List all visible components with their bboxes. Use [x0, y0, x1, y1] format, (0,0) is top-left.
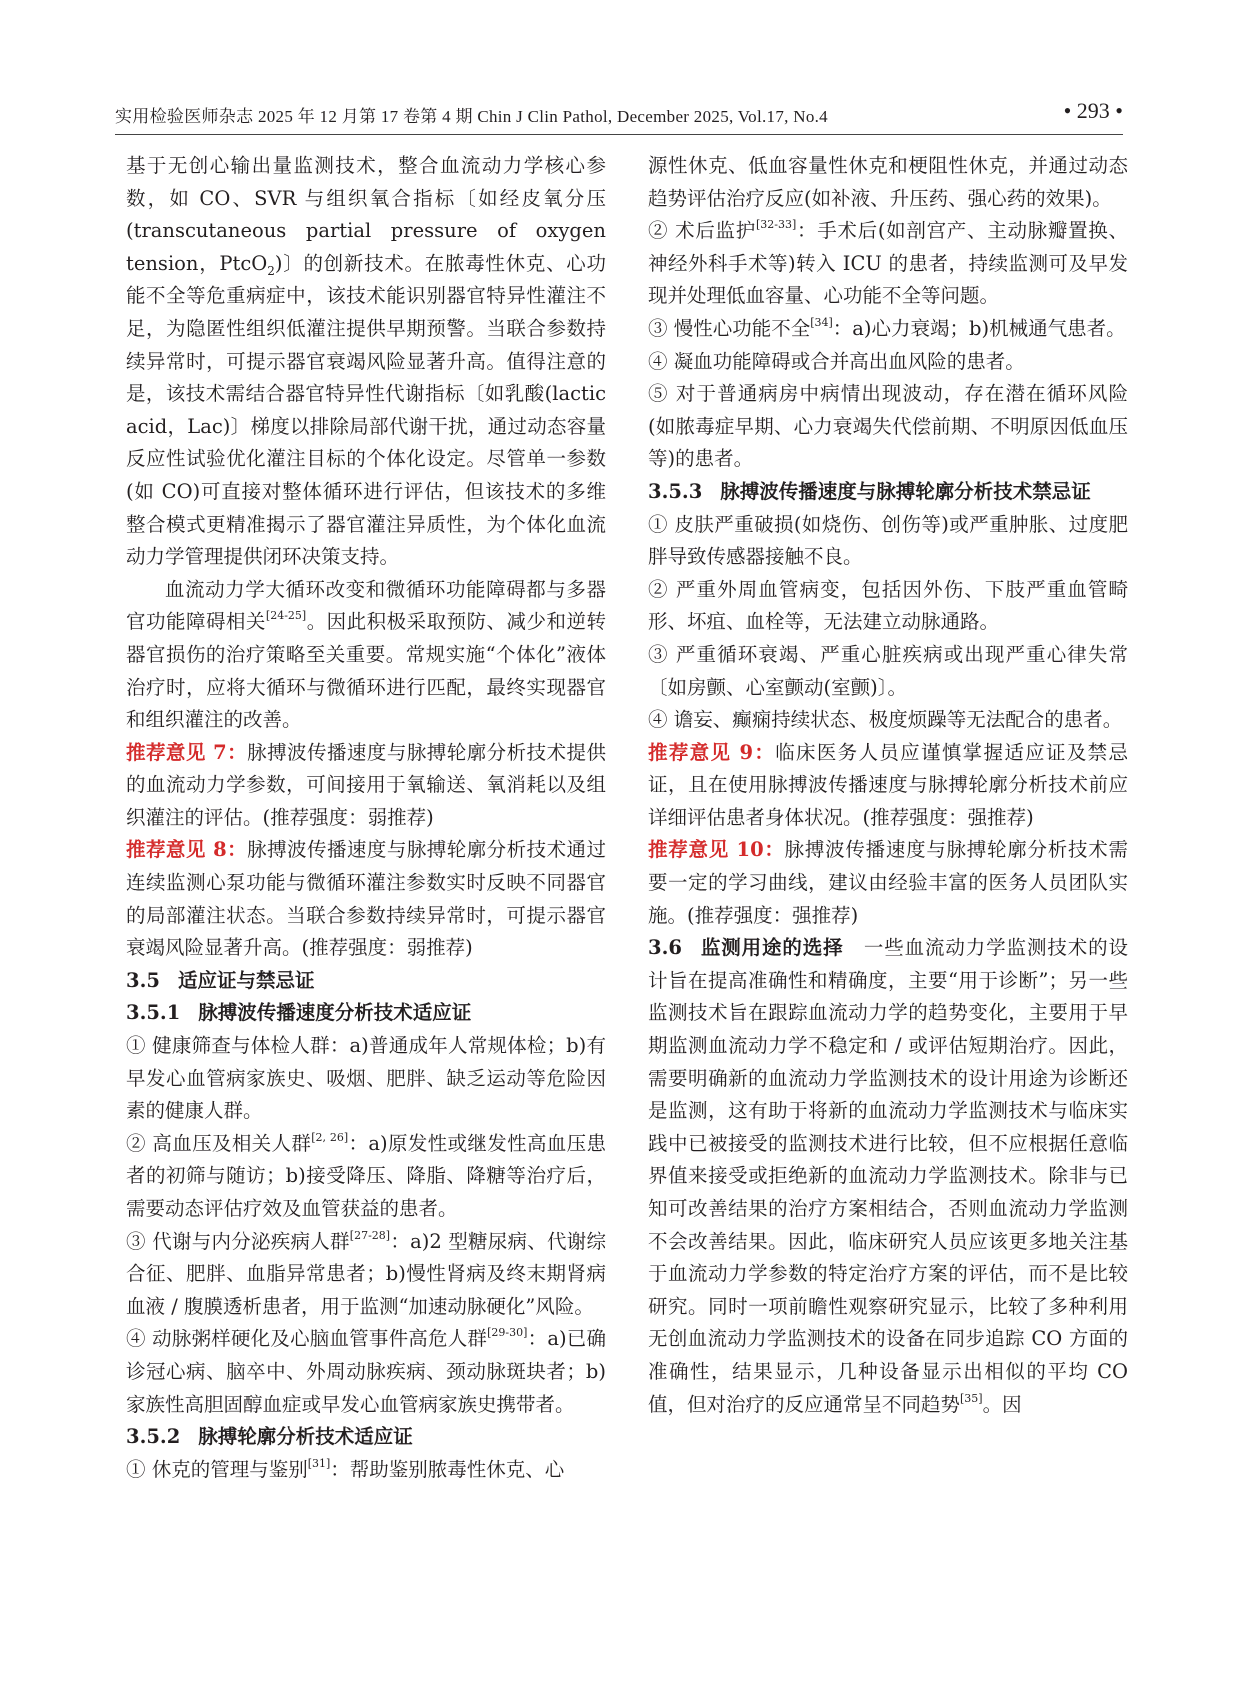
- section-3-6: 3.6 监测用途的选择 一些血流动力学监测技术的设计旨在提高准确性和精确度，主要“用于诊断”；另一些监测技术旨在跟踪血流动力学的趋势变化，主要用于早期监测血流动力学不稳定和 / 或评估短期治疗。因此，需要明确新的血流动力学监测技术的设计用途为诊断还是监测，这有助于将新的血流动力学监测技术与临床实践中已被接受的监测技术进行比较，但不应根据任意临界值来接受或拒绝新的血流动力学监测技术。除非与已知可改善结果的治疗方案相结合，否则血流动力学监测不会改善结果。因此，临床研究人员应该更多地关注基于血流动力学参数的特定治疗方案的评估，而不是比较研究。同时一项前瞻性观察研究显示，比较了多种利用无创血流动力学监测技术的设备在同步追踪 CO 方面的准确性，结果显示，几种设备显示出相似的平均 CO 值，但对治疗的反应通常呈不同趋势[35]。因: [648, 936, 1128, 1416]
- section-heading-3-5-1: 3.5.1 脉搏波传播速度分析技术适应证: [126, 1001, 472, 1025]
- section-heading-3-5-2: 3.5.2 脉搏轮廓分析技术适应证: [126, 1425, 413, 1449]
- citation-ref: [32-33]: [755, 218, 797, 232]
- citation-ref: [31]: [307, 1456, 331, 1470]
- list-item: ① 休克的管理与鉴别[31]：帮助鉴别脓毒性休克、心: [126, 1456, 565, 1481]
- citation-ref: [29-30]: [487, 1326, 528, 1340]
- list-item: ① 皮肤严重破损(如烧伤、创伤等)或严重肿胀、过度肥胖导致传感器接触不良。: [648, 512, 1128, 569]
- running-header: [115, 100, 1123, 135]
- citation-ref: [34]: [810, 315, 833, 329]
- page-number: • 293 •: [1063, 98, 1123, 123]
- section-heading-3-6: 3.6 监测用途的选择: [648, 936, 844, 960]
- list-item: ④ 凝血功能障碍或合并高出血风险的患者。: [648, 349, 1025, 373]
- list-item: ④ 谵妄、癫痫持续状态、极度烦躁等无法配合的患者。: [648, 708, 1123, 732]
- paragraph-macro-micro: 血流动力学大循环改变和微循环功能障碍都与多器官功能障碍相关[24-25]。因此积极采取预防、减少和逆转器官损伤的治疗策略至关重要。常规实施“个体化”液体治疗时，应将大循环与微循环进行匹配，最终实现器官和组织灌注的改善。: [126, 577, 606, 732]
- list-item: ② 高血压及相关人群[2, 26]：a)原发性或继发性高血压患者的初筛与随访；b)接受降压、降脂、降糖等治疗后，需要动态评估疗效及血管获益的患者。: [126, 1130, 607, 1220]
- section-heading-3-5: 3.5 适应证与禁忌证: [126, 968, 315, 992]
- list-item: ⑤ 对于普通病房中病情出现波动，存在潜在循环风险(如脓毒症早期、心力衰竭失代偿前期、不明原因低血压等)的患者。: [648, 382, 1128, 471]
- citation-ref: [27-28]: [349, 1228, 391, 1242]
- list-item: ③ 代谢与内分泌疾病人群[27-28]：a)2 型糖尿病、代谢综合征、肥胖、血脂异常患者；b)慢性肾病及终末期肾病血液 / 腹膜透析患者，用于监测“加速动脉硬化”风险。: [126, 1228, 607, 1318]
- list-item: ② 严重外周血管病变，包括因外伤、下肢严重血管畸形、坏疽、血栓等，无法建立动脉通路。: [648, 577, 1128, 634]
- recommendation-9: 推荐意见 9：临床医务人员应谨慎掌握适应证及禁忌证，且在使用脉搏波传播速度与脉搏轮廓分析技术前应详细评估患者身体状况。(推荐强度：强推荐): [648, 740, 1128, 829]
- list-item: ② 术后监护[32-33]：手术后(如剖宫产、主动脉瓣置换、神经外科手术等)转入 ICU 的患者，持续监测可及早发现并处理低血容量、心功能不全等问题。: [648, 218, 1129, 308]
- right-column: [648, 150, 1128, 1421]
- list-item: ③ 慢性心功能不全[34]：a)心力衰竭；b)机械通气患者。: [648, 315, 1126, 340]
- paragraph-continued: 基于无创心输出量监测技术，整合血流动力学核心参数，如 CO、SVR 与组织氧合指标〔如经皮氧分压(transcutaneous partial pressure of oxygen tension，PtcO$_2$)〕的创新技术。在脓毒性休克、心功能不全等危重病症中，该技术能识别器官特异性灌注不足，为隐匿性组织低灌注提供早期预警。当联合参数持续异常时，可提示器官衰竭风险显著升高。值得注意的是，该技术需结合器官特异性代谢指标〔如乳酸(lactic acid，Lac)〕梯度以排除局部代谢干扰，通过动态容量反应性试验优化灌注目标的个体化设定。尽管单一参数(如 CO)可直接对整体循环进行评估，但该技术的多维整合模式更精准揭示了器官灌注异质性，为个体化血流动力学管理提供闭环决策支持。: [126, 154, 607, 569]
- citation-ref: [24-25]: [265, 609, 307, 623]
- section-heading-3-5-3: 3.5.3 脉搏波传播速度与脉搏轮廓分析技术禁忌证: [648, 479, 1091, 503]
- recommendation-10: 推荐意见 10：脉搏波传播速度与脉搏轮廓分析技术需要一定的学习曲线，建议由经验丰富的医务人员团队实施。(推荐强度：强推荐): [648, 838, 1128, 927]
- list-item: ③ 严重循环衰竭、严重心脏疾病或出现严重心律失常〔如房颤、心室颤动(室颤)〕。: [648, 642, 1128, 699]
- citation-ref: [35]: [960, 1391, 983, 1405]
- left-column: [126, 150, 606, 1486]
- list-item: ① 健康筛查与体检人群：a)普通成年人常规体检；b)有早发心血管病家族史、吸烟、肥胖、缺乏运动等危险因素的健康人群。: [126, 1034, 606, 1123]
- list-item: ④ 动脉粥样硬化及心脑血管事件高危人群[29-30]：a)已确诊冠心病、脑卒中、外周动脉疾病、颈动脉斑块者；b)家族性高胆固醇血症或早发心血管病家族史携带者。: [126, 1326, 606, 1416]
- recommendation-7: 推荐意见 7：脉搏波传播速度与脉搏轮廓分析技术提供的血流动力学参数，可间接用于氧输送、氧消耗以及组织灌注的评估。(推荐强度：弱推荐): [126, 740, 606, 829]
- journal-citation: 实用检验医师杂志 2025 年 12 月第 17 卷第 4 期 Chin J Clin Pathol, December 2025, Vol.17, No.4: [115, 107, 828, 126]
- citation-ref: [2, 26]: [311, 1130, 349, 1144]
- recommendation-8: 推荐意见 8：脉搏波传播速度与脉搏轮廓分析技术通过连续监测心泵功能与微循环灌注参数实时反映不同器官的局部灌注状态。当联合参数持续异常时，可提示器官衰竭风险显著升高。(推荐强度：弱推荐): [126, 838, 606, 960]
- list-item-continued: 源性休克、低血容量性休克和梗阻性休克，并通过动态趋势评估治疗反应(如补液、升压药、强心药的效果)。: [648, 154, 1128, 210]
